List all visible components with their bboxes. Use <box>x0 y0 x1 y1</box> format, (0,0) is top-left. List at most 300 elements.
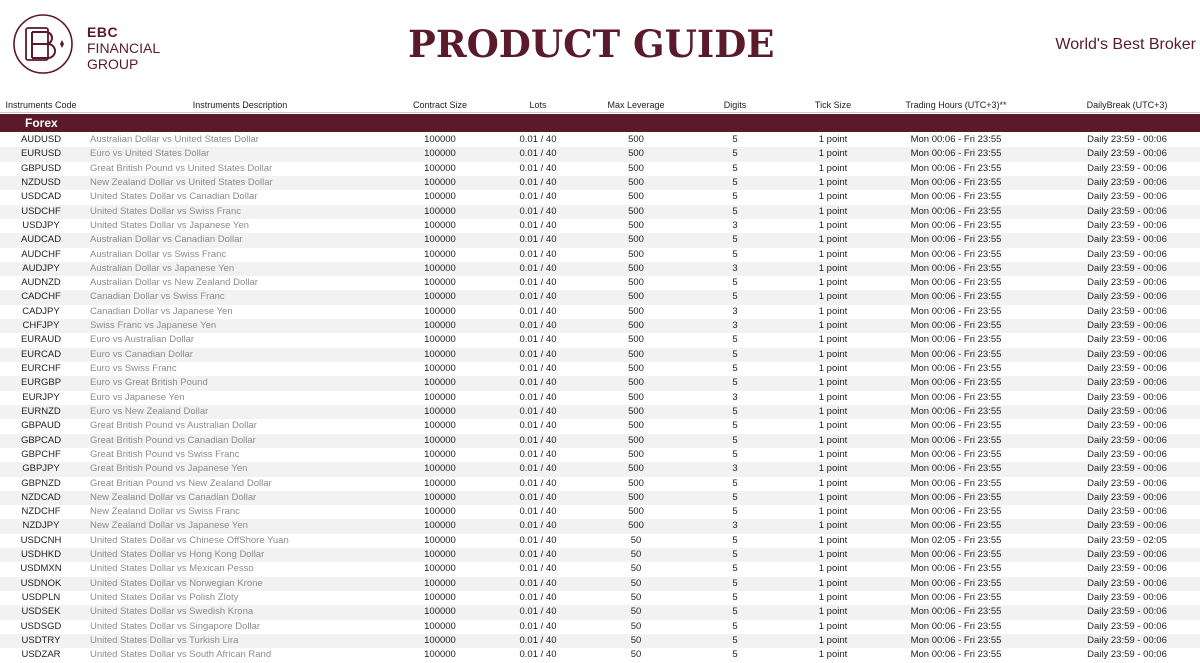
cell-max-leverage: 500 <box>628 305 644 317</box>
table-row <box>0 648 1200 662</box>
cell-tick-size: 1 point <box>818 577 848 589</box>
cell-code: USDCHF <box>21 205 61 217</box>
cell-lots: 0.01 / 40 <box>519 448 557 460</box>
cell-max-leverage: 500 <box>628 377 644 389</box>
cell-description: United States Dollar vs Japanese Yen <box>90 219 249 231</box>
cell-tick-size: 1 point <box>818 477 848 489</box>
cell-contract-size: 100000 <box>424 434 456 446</box>
cell-digits: 5 <box>732 234 738 246</box>
cell-contract-size: 100000 <box>424 348 456 360</box>
table-row <box>0 348 1200 362</box>
cell-description: Great British Pound vs Canadian Dollar <box>90 434 256 446</box>
cell-trading-hours: Mon 00:06 - Fri 23:55 <box>910 420 1002 432</box>
cell-trading-hours: Mon 00:06 - Fri 23:55 <box>910 405 1002 417</box>
cell-description: Canadian Dollar vs Japanese Yen <box>90 305 233 317</box>
cell-code: USDSGD <box>20 620 62 632</box>
cell-code: EURAUD <box>20 334 62 346</box>
cell-tick-size: 1 point <box>818 176 848 188</box>
cell-trading-hours: Mon 00:06 - Fri 23:55 <box>910 363 1002 374</box>
table-row <box>0 534 1200 548</box>
cell-contract-size: 100000 <box>424 391 456 403</box>
cell-digits: 5 <box>732 162 738 174</box>
cell-daily-break: Daily 23:59 - 00:06 <box>1087 420 1167 432</box>
cell-daily-break: Daily 23:59 - 00:06 <box>1087 234 1167 246</box>
cell-max-leverage: 500 <box>628 162 644 174</box>
cell-tick-size: 1 point <box>818 377 848 389</box>
cell-description: Australian Dollar vs Japanese Yen <box>90 262 235 274</box>
cell-tick-size: 1 point <box>818 277 848 289</box>
cell-digits: 5 <box>732 434 738 446</box>
cell-digits: 5 <box>732 291 738 303</box>
cell-max-leverage: 500 <box>628 176 644 188</box>
cell-lots: 0.01 / 40 <box>519 405 557 417</box>
cell-max-leverage: 500 <box>628 191 644 203</box>
cell-code: GBPCAD <box>20 434 62 446</box>
cell-trading-hours: Mon 00:06 - Fri 23:55 <box>910 176 1002 188</box>
table-row <box>0 219 1200 233</box>
cell-description: Euro vs Swiss Franc <box>90 363 177 374</box>
cell-daily-break: Daily 23:59 - 00:06 <box>1087 463 1167 475</box>
cell-digits: 5 <box>732 191 738 203</box>
cell-description: New Zealand Dollar vs Swiss Franc <box>90 506 240 518</box>
cell-description: New Zealand Dollar vs Canadian Dollar <box>90 491 257 503</box>
cell-max-leverage: 500 <box>628 405 644 417</box>
table-row <box>0 376 1200 390</box>
col-header-trading-hours: Trading Hours (UTC+3)** <box>905 100 1007 110</box>
cell-max-leverage: 500 <box>628 248 644 260</box>
cell-digits: 5 <box>732 405 738 417</box>
cell-digits: 5 <box>732 620 738 632</box>
cell-trading-hours: Mon 00:06 - Fri 23:55 <box>910 148 1002 160</box>
cell-contract-size: 100000 <box>424 563 456 575</box>
cell-contract-size: 100000 <box>424 363 456 374</box>
cell-contract-size: 100000 <box>424 162 456 174</box>
cell-digits: 5 <box>732 606 738 618</box>
table-row <box>0 462 1200 476</box>
page-header <box>0 0 1200 96</box>
cell-contract-size: 100000 <box>424 649 456 661</box>
cell-code: GBPNZD <box>21 477 61 489</box>
table-row <box>0 391 1200 405</box>
cell-contract-size: 100000 <box>424 577 456 589</box>
cell-max-leverage: 50 <box>630 634 642 646</box>
cell-contract-size: 100000 <box>424 262 456 274</box>
cell-description: United States Dollar vs Singapore Dollar <box>90 620 261 632</box>
cell-daily-break: Daily 23:59 - 00:06 <box>1087 506 1167 518</box>
cell-daily-break: Daily 23:59 - 00:06 <box>1087 620 1167 632</box>
cell-trading-hours: Mon 00:06 - Fri 23:55 <box>910 577 1002 589</box>
cell-lots: 0.01 / 40 <box>519 248 557 260</box>
cell-max-leverage: 50 <box>630 620 642 632</box>
cell-daily-break: Daily 23:59 - 00:06 <box>1087 205 1167 217</box>
cell-max-leverage: 500 <box>628 348 644 360</box>
cell-daily-break: Daily 23:59 - 00:06 <box>1087 219 1167 231</box>
cell-lots: 0.01 / 40 <box>519 377 557 389</box>
cell-lots: 0.01 / 40 <box>519 219 557 231</box>
cell-lots: 0.01 / 40 <box>519 634 557 646</box>
cell-lots: 0.01 / 40 <box>519 234 557 246</box>
cell-description: United States Dollar vs Swedish Krona <box>90 606 254 618</box>
cell-daily-break: Daily 23:59 - 00:06 <box>1087 477 1167 489</box>
table-row <box>0 577 1200 591</box>
cell-digits: 5 <box>732 534 738 546</box>
cell-code: EURUSD <box>20 148 62 160</box>
cell-trading-hours: Mon 00:06 - Fri 23:55 <box>910 348 1002 360</box>
cell-max-leverage: 500 <box>628 520 644 532</box>
cell-lots: 0.01 / 40 <box>519 277 557 289</box>
section-label: Forex <box>25 116 58 130</box>
cell-digits: 5 <box>732 649 738 661</box>
cell-lots: 0.01 / 40 <box>519 391 557 403</box>
cell-lots: 0.01 / 40 <box>519 563 557 575</box>
cell-max-leverage: 50 <box>630 649 642 661</box>
cell-tick-size: 1 point <box>818 491 848 503</box>
table-row <box>0 605 1200 619</box>
cell-trading-hours: Mon 00:06 - Fri 23:55 <box>910 448 1002 460</box>
cell-max-leverage: 500 <box>628 277 644 289</box>
cell-description: United States Dollar vs Polish Zloty <box>90 592 239 603</box>
cell-daily-break: Daily 23:59 - 00:06 <box>1087 606 1167 618</box>
cell-max-leverage: 500 <box>628 420 644 432</box>
cell-contract-size: 100000 <box>424 477 456 489</box>
cell-tick-size: 1 point <box>818 205 848 217</box>
cell-trading-hours: Mon 00:06 - Fri 23:55 <box>910 291 1002 303</box>
cell-max-leverage: 500 <box>628 219 644 231</box>
cell-contract-size: 100000 <box>424 320 456 332</box>
table-row <box>0 190 1200 204</box>
cell-max-leverage: 500 <box>628 463 644 475</box>
cell-tick-size: 1 point <box>818 405 848 417</box>
cell-description: New Zealand Dollar vs United States Dollar <box>90 176 273 188</box>
cell-description: Euro vs New Zealand Dollar <box>90 405 209 417</box>
cell-trading-hours: Mon 00:06 - Fri 23:55 <box>910 520 1002 532</box>
cell-trading-hours: Mon 02:05 - Fri 23:55 <box>910 534 1002 546</box>
table-header <box>0 97 1200 113</box>
cell-tick-size: 1 point <box>818 620 848 632</box>
cell-digits: 5 <box>732 176 738 188</box>
cell-daily-break: Daily 23:59 - 00:06 <box>1087 291 1167 303</box>
cell-code: GBPAUD <box>21 420 61 432</box>
cell-trading-hours: Mon 00:06 - Fri 23:55 <box>910 191 1002 203</box>
cell-code: USDJPY <box>22 219 60 231</box>
table-row <box>0 620 1200 634</box>
cell-trading-hours: Mon 00:06 - Fri 23:55 <box>910 491 1002 503</box>
cell-contract-size: 100000 <box>424 463 456 475</box>
col-header-description: Instruments Description <box>192 100 288 110</box>
cell-digits: 3 <box>732 219 738 231</box>
cell-daily-break: Daily 23:59 - 00:06 <box>1087 549 1167 561</box>
cell-tick-size: 1 point <box>818 291 848 303</box>
table-row <box>0 162 1200 176</box>
table-row <box>0 276 1200 290</box>
cell-code: USDSEK <box>21 606 61 618</box>
cell-tick-size: 1 point <box>818 191 848 203</box>
cell-contract-size: 100000 <box>424 606 456 618</box>
cell-daily-break: Daily 23:59 - 00:06 <box>1087 649 1167 661</box>
cell-code: AUDCAD <box>20 234 62 246</box>
cell-trading-hours: Mon 00:06 - Fri 23:55 <box>910 219 1002 231</box>
cell-code: EURJPY <box>22 391 60 403</box>
cell-max-leverage: 500 <box>628 205 644 217</box>
cell-digits: 5 <box>732 377 738 389</box>
cell-description: United States Dollar vs Chinese OffShore Yuan <box>90 534 289 546</box>
cell-tick-size: 1 point <box>818 305 848 317</box>
cell-trading-hours: Mon 00:06 - Fri 23:55 <box>910 463 1002 475</box>
cell-code: USDNOK <box>20 577 62 589</box>
brand-name <box>87 24 160 72</box>
cell-daily-break: Daily 23:59 - 00:06 <box>1087 348 1167 360</box>
cell-lots: 0.01 / 40 <box>519 506 557 518</box>
cell-code: AUDNZD <box>21 277 61 289</box>
table-row <box>0 505 1200 519</box>
cell-description: Euro vs Australian Dollar <box>90 334 195 346</box>
cell-lots: 0.01 / 40 <box>519 334 557 346</box>
brand-line-1: EBC <box>87 24 119 40</box>
cell-tick-size: 1 point <box>818 606 848 618</box>
cell-daily-break: Daily 23:59 - 00:06 <box>1087 162 1167 174</box>
cell-digits: 5 <box>732 491 738 503</box>
cell-description: Australian Dollar vs New Zealand Dollar <box>90 277 258 289</box>
cell-lots: 0.01 / 40 <box>519 477 557 489</box>
cell-code: USDCNH <box>20 534 62 546</box>
table-row <box>0 634 1200 648</box>
cell-description: United States Dollar vs Hong Kong Dollar <box>90 549 265 561</box>
cell-max-leverage: 500 <box>628 262 644 274</box>
cell-daily-break: Daily 23:59 - 00:06 <box>1087 363 1167 374</box>
cell-tick-size: 1 point <box>818 463 848 475</box>
table-row <box>0 448 1200 462</box>
table-row <box>0 305 1200 319</box>
cell-max-leverage: 50 <box>630 606 642 618</box>
cell-lots: 0.01 / 40 <box>519 434 557 446</box>
cell-lots: 0.01 / 40 <box>519 592 557 603</box>
cell-daily-break: Daily 23:59 - 00:06 <box>1087 134 1167 145</box>
cell-daily-break: Daily 23:59 - 00:06 <box>1087 305 1167 317</box>
cell-digits: 5 <box>732 134 738 145</box>
cell-max-leverage: 500 <box>628 148 644 160</box>
cell-tick-size: 1 point <box>818 563 848 575</box>
cell-code: USDPLN <box>21 592 61 603</box>
cell-contract-size: 100000 <box>424 176 456 188</box>
cell-trading-hours: Mon 00:06 - Fri 23:55 <box>910 205 1002 217</box>
brand-line-3: GROUP <box>87 56 139 72</box>
cell-contract-size: 100000 <box>424 491 456 503</box>
cell-lots: 0.01 / 40 <box>519 205 557 217</box>
cell-trading-hours: Mon 00:06 - Fri 23:55 <box>910 134 1002 145</box>
cell-digits: 3 <box>732 391 738 403</box>
table-row <box>0 248 1200 262</box>
cell-code: CHFJPY <box>22 320 60 332</box>
cell-trading-hours: Mon 00:06 - Fri 23:55 <box>910 477 1002 489</box>
cell-description: Euro vs Great British Pound <box>90 377 208 389</box>
cell-tick-size: 1 point <box>818 549 848 561</box>
cell-lots: 0.01 / 40 <box>519 534 557 546</box>
cell-contract-size: 100000 <box>424 620 456 632</box>
cell-contract-size: 100000 <box>424 448 456 460</box>
cell-digits: 3 <box>732 320 738 332</box>
cell-trading-hours: Mon 00:06 - Fri 23:55 <box>910 563 1002 575</box>
cell-contract-size: 100000 <box>424 592 456 603</box>
ebc-logo-icon <box>12 13 74 75</box>
cell-trading-hours: Mon 00:06 - Fri 23:55 <box>910 620 1002 632</box>
cell-contract-size: 100000 <box>424 334 456 346</box>
cell-digits: 3 <box>732 463 738 475</box>
cell-trading-hours: Mon 00:06 - Fri 23:55 <box>910 377 1002 389</box>
cell-digits: 5 <box>732 563 738 575</box>
cell-contract-size: 100000 <box>424 234 456 246</box>
cell-description: United States Dollar vs Swiss Franc <box>90 205 241 217</box>
cell-daily-break: Daily 23:59 - 00:06 <box>1087 377 1167 389</box>
cell-daily-break: Daily 23:59 - 00:06 <box>1087 563 1167 575</box>
cell-code: GBPUSD <box>20 162 62 174</box>
cell-description: Great British Pound vs Japanese Yen <box>90 463 248 475</box>
cell-tick-size: 1 point <box>818 592 848 603</box>
cell-digits: 5 <box>732 506 738 518</box>
cell-max-leverage: 500 <box>628 448 644 460</box>
cell-max-leverage: 500 <box>628 320 644 332</box>
cell-trading-hours: Mon 00:06 - Fri 23:55 <box>910 162 1002 174</box>
cell-code: CADCHF <box>21 291 61 303</box>
cell-contract-size: 100000 <box>424 634 456 646</box>
cell-contract-size: 100000 <box>424 205 456 217</box>
cell-max-leverage: 500 <box>628 491 644 503</box>
cell-description: United States Dollar vs Canadian Dollar <box>90 191 258 203</box>
cell-max-leverage: 500 <box>628 477 644 489</box>
cell-trading-hours: Mon 00:06 - Fri 23:55 <box>910 506 1002 518</box>
cell-daily-break: Daily 23:59 - 00:06 <box>1087 634 1167 646</box>
cell-digits: 5 <box>732 477 738 489</box>
cell-lots: 0.01 / 40 <box>519 162 557 174</box>
cell-trading-hours: Mon 00:06 - Fri 23:55 <box>910 248 1002 260</box>
cell-lots: 0.01 / 40 <box>519 148 557 160</box>
cell-tick-size: 1 point <box>818 219 848 231</box>
col-header-contract-size: Contract Size <box>412 100 468 110</box>
table-row <box>0 405 1200 419</box>
cell-daily-break: Daily 23:59 - 00:06 <box>1087 277 1167 289</box>
cell-description: Great British Pound vs Swiss Franc <box>90 448 240 460</box>
cell-max-leverage: 500 <box>628 363 644 374</box>
cell-digits: 3 <box>732 520 738 532</box>
cell-daily-break: Daily 23:59 - 02:05 <box>1087 534 1167 546</box>
cell-max-leverage: 50 <box>630 577 642 589</box>
cell-code: USDMXN <box>20 563 62 575</box>
cell-max-leverage: 50 <box>630 534 642 546</box>
cell-lots: 0.01 / 40 <box>519 577 557 589</box>
cell-trading-hours: Mon 00:06 - Fri 23:55 <box>910 592 1002 603</box>
cell-contract-size: 100000 <box>424 305 456 317</box>
table-row <box>0 519 1200 533</box>
cell-contract-size: 100000 <box>424 520 456 532</box>
table-row <box>0 491 1200 505</box>
cell-description: Australian Dollar vs Canadian Dollar <box>90 234 243 246</box>
cell-max-leverage: 50 <box>630 592 642 603</box>
cell-trading-hours: Mon 00:06 - Fri 23:55 <box>910 320 1002 332</box>
cell-contract-size: 100000 <box>424 134 456 145</box>
cell-description: Great British Pound vs Australian Dollar <box>90 420 257 432</box>
cell-max-leverage: 500 <box>628 391 644 403</box>
cell-daily-break: Daily 23:59 - 00:06 <box>1087 262 1167 274</box>
col-header-tick-size: Tick Size <box>814 100 852 110</box>
cell-digits: 5 <box>732 577 738 589</box>
cell-tick-size: 1 point <box>818 148 848 160</box>
cell-description: United States Dollar vs Norwegian Krone <box>90 577 263 589</box>
brand-line-2: FINANCIAL <box>87 40 161 56</box>
cell-description: Euro vs Canadian Dollar <box>90 348 193 360</box>
table-row <box>0 548 1200 562</box>
cell-lots: 0.01 / 40 <box>519 363 557 374</box>
table-row <box>0 290 1200 304</box>
cell-lots: 0.01 / 40 <box>519 649 557 661</box>
table-row <box>0 591 1200 605</box>
section-header-forex <box>0 114 1200 132</box>
cell-lots: 0.01 / 40 <box>519 305 557 317</box>
cell-daily-break: Daily 23:59 - 00:06 <box>1087 448 1167 460</box>
col-header-digits: Digits <box>723 100 747 110</box>
cell-lots: 0.01 / 40 <box>519 262 557 274</box>
cell-tick-size: 1 point <box>818 248 848 260</box>
cell-trading-hours: Mon 00:06 - Fri 23:55 <box>910 334 1002 346</box>
cell-digits: 3 <box>732 262 738 274</box>
cell-trading-hours: Mon 00:06 - Fri 23:55 <box>910 262 1002 274</box>
cell-tick-size: 1 point <box>818 634 848 646</box>
cell-max-leverage: 500 <box>628 506 644 518</box>
cell-code: EURCHF <box>21 363 61 374</box>
cell-description: United States Dollar vs Mexican Pesso <box>90 563 254 575</box>
cell-contract-size: 100000 <box>424 420 456 432</box>
cell-tick-size: 1 point <box>818 234 848 246</box>
table-row <box>0 477 1200 491</box>
cell-lots: 0.01 / 40 <box>519 348 557 360</box>
cell-digits: 5 <box>732 334 738 346</box>
cell-code: GBPCHF <box>21 448 61 460</box>
cell-lots: 0.01 / 40 <box>519 176 557 188</box>
cell-trading-hours: Mon 00:06 - Fri 23:55 <box>910 305 1002 317</box>
cell-tick-size: 1 point <box>818 448 848 460</box>
cell-contract-size: 100000 <box>424 405 456 417</box>
cell-code: USDHKD <box>20 549 62 561</box>
table-row <box>0 419 1200 433</box>
cell-lots: 0.01 / 40 <box>519 549 557 561</box>
cell-description: New Zealand Dollar vs Japanese Yen <box>90 520 248 532</box>
cell-daily-break: Daily 23:59 - 00:06 <box>1087 176 1167 188</box>
cell-code: EURGBP <box>20 377 62 389</box>
cell-lots: 0.01 / 40 <box>519 291 557 303</box>
cell-tick-size: 1 point <box>818 434 848 446</box>
cell-daily-break: Daily 23:59 - 00:06 <box>1087 577 1167 589</box>
cell-description: Canadian Dollar vs Swiss Franc <box>90 291 225 303</box>
cell-code: NZDJPY <box>22 520 60 532</box>
cell-description: Euro vs Japanese Yen <box>90 391 185 403</box>
cell-lots: 0.01 / 40 <box>519 320 557 332</box>
cell-code: AUDJPY <box>22 262 60 274</box>
cell-contract-size: 100000 <box>424 148 456 160</box>
cell-lots: 0.01 / 40 <box>519 463 557 475</box>
cell-max-leverage: 500 <box>628 234 644 246</box>
cell-daily-break: Daily 23:59 - 00:06 <box>1087 434 1167 446</box>
cell-description: United States Dollar vs Turkish Lira <box>90 634 239 646</box>
cell-tick-size: 1 point <box>818 334 848 346</box>
cell-daily-break: Daily 23:59 - 00:06 <box>1087 248 1167 260</box>
cell-code: CADJPY <box>22 305 60 317</box>
cell-daily-break: Daily 23:59 - 00:06 <box>1087 405 1167 417</box>
cell-lots: 0.01 / 40 <box>519 620 557 632</box>
cell-max-leverage: 50 <box>630 549 642 561</box>
cell-digits: 5 <box>732 248 738 260</box>
cell-tick-size: 1 point <box>818 649 848 661</box>
table-row <box>0 133 1200 147</box>
cell-tick-size: 1 point <box>818 134 848 145</box>
page-title: PRODUCT GUIDE <box>408 22 775 66</box>
